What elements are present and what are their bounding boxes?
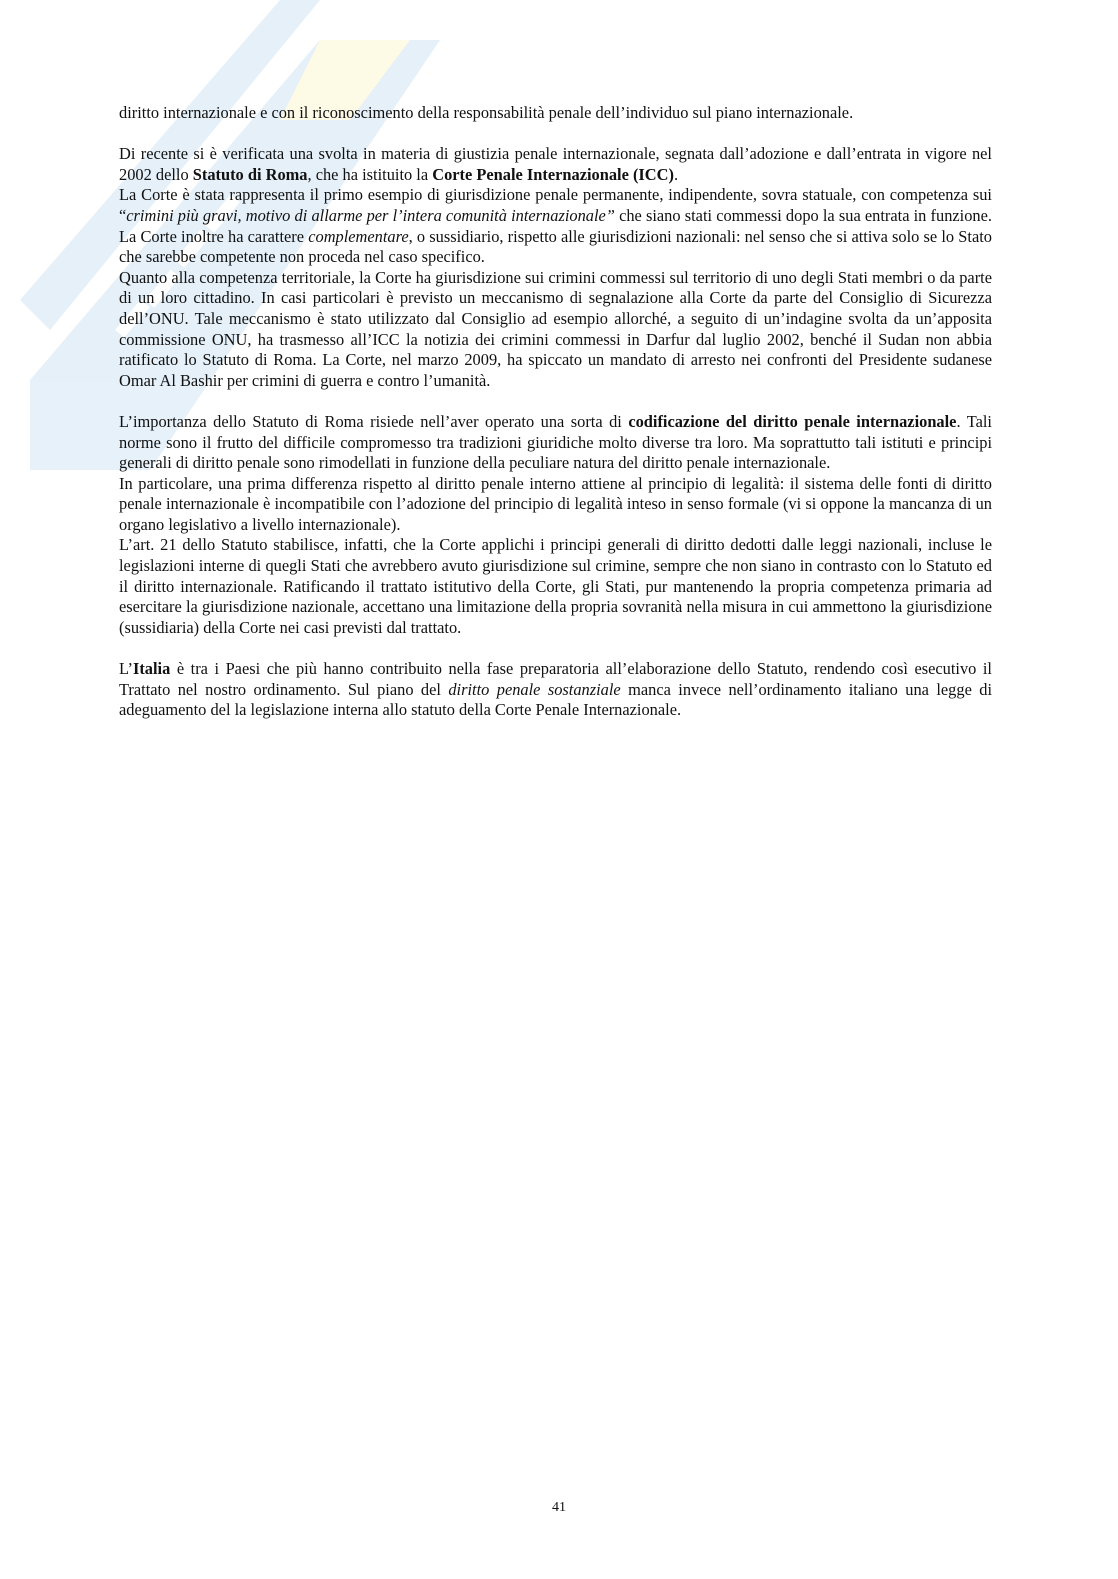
- paragraph-p1: [119, 103, 992, 124]
- italic-text: diritto penale sostanziale: [448, 679, 621, 699]
- bold-text: Corte Penale Internazionale (ICC): [432, 164, 674, 184]
- text-run: . Tali norme sono il frutto del difficile compromesso tra tradizioni giuridiche molto diverse tra loro. Ma soprattutto tali istituti e principi generali di diritto penale sono rimodellati in funzione della peculiare natura del diritto penale internazionale.: [119, 411, 992, 473]
- text-run: Quanto alla competenza territoriale, la Corte ha giurisdizione sui crimini commessi sul territorio di uno degli Stati membri o da parte di un loro cittadino. In casi particolari è previsto un meccanismo di segnalazione alla Corte da parte del Consiglio di Sicurezza dell’ONU. Tale meccanismo è stato utilizzato dal Consiglio ad esempio allorché, a seguito di un’indagine svolta da un’apposita commissione ONU, ha trasmesso all’ICC la notizia dei crimini commessi in Darfur dal luglio 2002, benché il Sudan non abbia ratificato lo Statuto di Roma. La Corte, nel marzo 2009, ha spiccato un mandato di arresto nei confronti del Presidente sudanese Omar Al Bashir per crimini di guerra e contro l’umanità.: [119, 267, 992, 390]
- paragraph-p7: [119, 535, 992, 638]
- text-run: L’: [119, 659, 133, 679]
- bold-text: Statuto di Roma: [192, 164, 308, 184]
- text-run: è tra i Paesi che più hanno contribuito nella fase preparatoria all’elaborazione dello Statuto, rendendo così esecutivo il Trattato nel nostro ordinamento. Sul piano del: [119, 659, 992, 699]
- paragraph-gap: [119, 391, 992, 412]
- text-run: L’importanza dello Statuto di Roma risiede nell’aver operato una sorta di: [119, 411, 629, 431]
- text-run: In particolare, una prima differenza rispetto al diritto penale interno attiene al principio di legalità: il sistema delle fonti di diritto penale internazionale è incompatibile con l’adozione del principio di legalità inteso in senso formale (vi si oppone la mancanza di un organo legislativo a livello internazionale).: [119, 473, 992, 534]
- bold-text: codificazione del diritto penale internazionale: [628, 411, 957, 431]
- paragraph-p5: [119, 412, 992, 474]
- paragraph-gap: [119, 638, 992, 659]
- text-run: , o sussidiario, rispetto alle giurisdizioni nazionali: nel senso che si attiva solo se lo Stato che sarebbe competente non proceda nel caso specifico.: [119, 226, 992, 267]
- paragraph-gap: [119, 124, 992, 145]
- text-run: che siano stati commessi dopo la sua entrata in funzione. La Corte inoltre ha carattere: [119, 205, 992, 246]
- text-run: La Corte è stata rappresenta il primo esempio di giurisdizione penale permanente, indipendente, sovra statuale, con competenza sui “: [119, 185, 992, 225]
- text-run: L’art. 21 dello Statuto stabilisce, infatti, che la Corte applichi i principi generali di diritto dedotti dalle leggi nazionali, incluse le legislazioni interne di quegli Stati che avrebbero avuto giurisdizione sul crimine, sempre che non siano in contrasto con lo Statuto ed il diritto internazionale. Ratificando il trattato istitutivo della Corte, gli Stati, pur mantenendo la propria competenza primaria ad esercitare la giurisdizione nazionale, accettano una limitazione della propria sovranità nella misura in cui ammettono la giurisdizione (sussidiaria) della Corte nei casi previsti dal trattato.: [119, 535, 992, 637]
- document-body: [119, 103, 992, 721]
- bold-text: Italia: [132, 659, 171, 679]
- paragraph-p2: [119, 144, 992, 185]
- text-run: .: [673, 164, 679, 184]
- text-run: , che ha istituito la: [307, 164, 433, 184]
- paragraph-p6: [119, 474, 992, 536]
- paragraph-p4: [119, 268, 992, 392]
- text-run: manca invece nell’ordinamento italiano una legge di adeguamento del la legislazione interna allo statuto della Corte Penale Internazionale.: [119, 679, 992, 720]
- text-run: diritto internazionale e con il riconoscimento della responsabilità penale dell’individuo sul piano internazionale.: [119, 103, 854, 122]
- paragraph-p8: [119, 659, 992, 721]
- italic-text: crimini più gravi, motivo di allarme per l’intera comunità internazionale”: [126, 205, 615, 225]
- italic-text: complementare: [308, 226, 409, 246]
- paragraph-p3: [119, 185, 992, 267]
- text-run: Di recente si è verificata una svolta in materia di giustizia penale internazionale, segnata dall’adozione e dall’entrata in vigore nel 2002 dello: [119, 144, 992, 184]
- page-number: 41: [552, 1500, 566, 1515]
